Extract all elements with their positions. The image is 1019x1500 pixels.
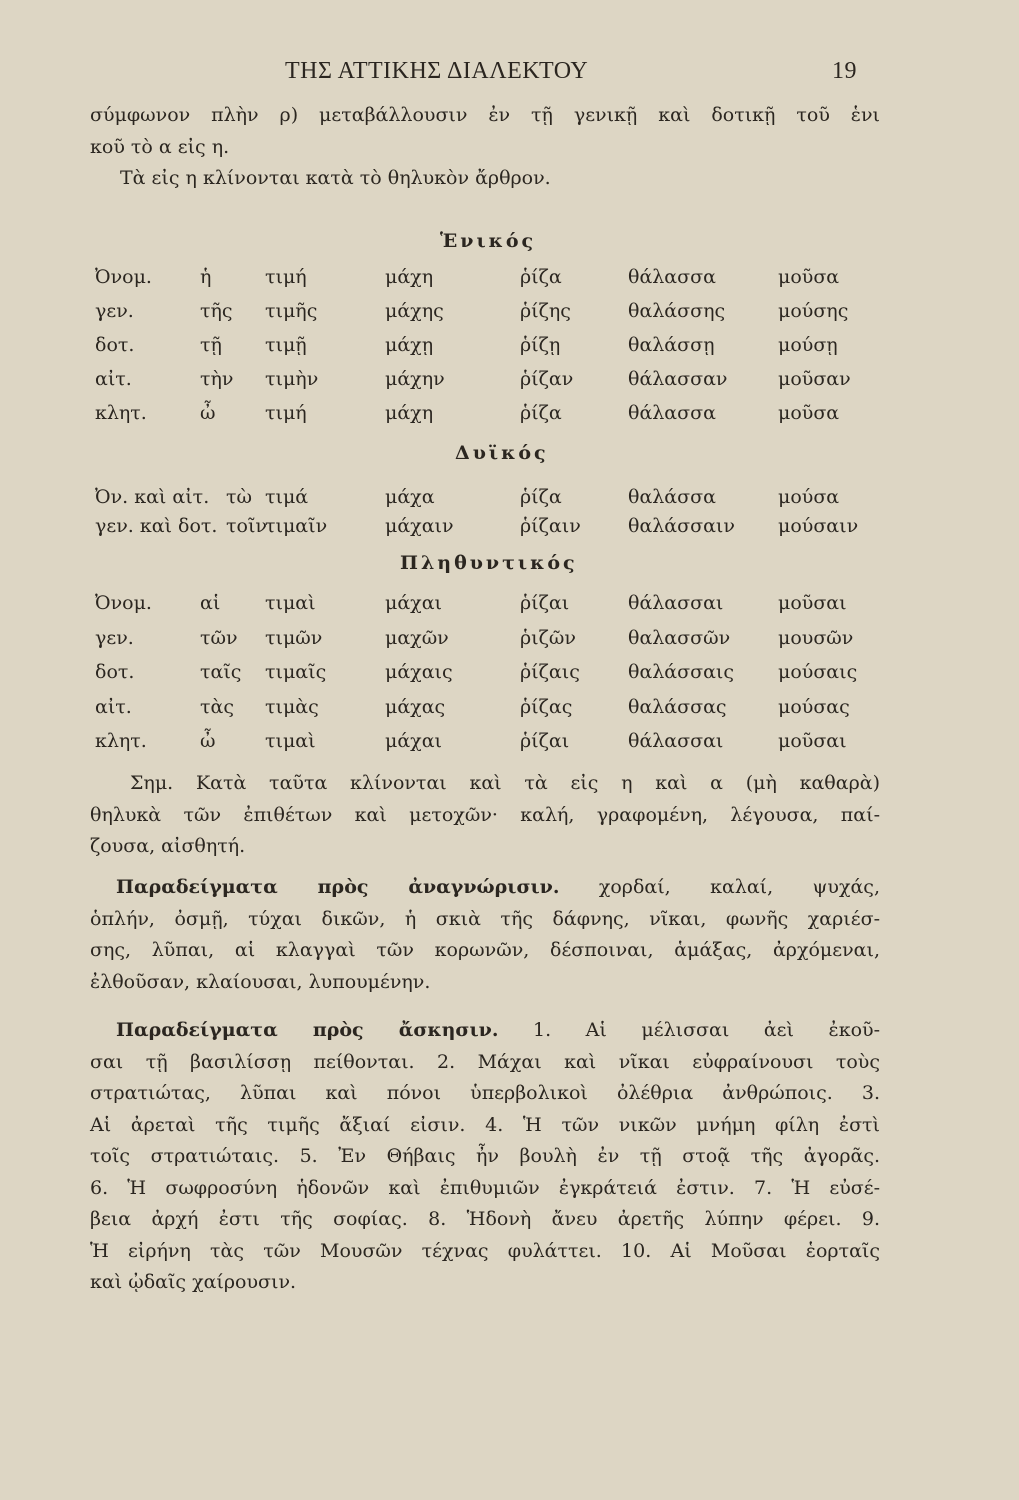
case-label: δοτ. bbox=[95, 334, 135, 356]
noun-form: μάχα bbox=[385, 486, 435, 508]
noun-form: θαλάσσῃ bbox=[628, 334, 715, 356]
reading-label: Παραδείγματα πρὸς ἀναγνώρισιν. bbox=[116, 876, 560, 898]
note-paragraph bbox=[90, 768, 880, 863]
noun-form: μάχας bbox=[385, 695, 446, 718]
noun-form: μοῦσαι bbox=[778, 592, 847, 614]
exercise-line: τοῖς στρατιώταις. 5. Ἐν Θήβαις ἦν βουλὴ ἐν τῇ στοᾷ τῆς ἀγορᾶς. bbox=[90, 1145, 880, 1167]
noun-form: τιμῆς bbox=[265, 300, 318, 322]
singular-heading: Ἑνικός bbox=[440, 230, 537, 252]
note-line: ζουσα, αἰσθητή. bbox=[90, 835, 246, 857]
noun-form: τιμῶν bbox=[265, 626, 323, 649]
noun-form: θαλάσσαις bbox=[628, 661, 735, 683]
article-form: τὼ bbox=[226, 486, 253, 508]
article-form: τὰς bbox=[200, 695, 234, 718]
noun-form: μοῦσα bbox=[778, 402, 840, 424]
noun-form: μοῦσαν bbox=[778, 368, 851, 390]
noun-form: μούσας bbox=[778, 695, 850, 718]
noun-form: ῥίζῃ bbox=[520, 334, 561, 356]
noun-form: μοῦσα bbox=[778, 266, 840, 288]
case-label: αἰτ. bbox=[95, 368, 132, 390]
exercise-first-line bbox=[90, 1015, 880, 1047]
intro-line: κοῦ τὸ α εἰς η. bbox=[90, 135, 230, 158]
case-label: Ὀν. καὶ αἰτ. bbox=[95, 486, 210, 508]
case-label: δοτ. bbox=[95, 661, 135, 683]
noun-form: θαλασσῶν bbox=[628, 626, 731, 649]
dual-heading: Δυϊκός bbox=[455, 442, 549, 464]
noun-form: ῥίζας bbox=[520, 695, 573, 718]
noun-form: μαχῶν bbox=[385, 626, 449, 649]
noun-form: θαλάσσας bbox=[628, 695, 727, 718]
noun-form: ῥίζαιν bbox=[520, 515, 581, 537]
exercise-line: καὶ ᾠδαῖς χαίρουσιν. bbox=[90, 1271, 297, 1293]
noun-form: θαλάσσης bbox=[628, 300, 726, 322]
noun-form: μάχην bbox=[385, 368, 445, 390]
noun-form: τιμαὶ bbox=[265, 730, 316, 752]
article-form: ὦ bbox=[200, 402, 216, 424]
noun-form: μάχῃ bbox=[385, 334, 434, 356]
case-label: γεν. bbox=[95, 626, 134, 649]
noun-form: μάχη bbox=[385, 266, 434, 288]
exercise-examples bbox=[90, 1015, 880, 1299]
noun-form: θάλασσα bbox=[628, 402, 716, 424]
noun-form: τιμαῖν bbox=[265, 515, 328, 537]
noun-form: μούσῃ bbox=[778, 334, 838, 356]
article-form: ὦ bbox=[200, 730, 216, 752]
page-number: 19 bbox=[832, 58, 857, 84]
exercise-first-text: 1. Αἱ μέλισσαι ἀεὶ ἐκοῦ- bbox=[533, 1019, 880, 1041]
article-form: τῆς bbox=[200, 300, 233, 322]
running-title: ΤΗΣ ΑΤΤΙΚΗΣ ΔΙΑΛΕΚΤΟΥ bbox=[285, 58, 589, 84]
noun-form: τιμαὶ bbox=[265, 592, 316, 614]
noun-form: ῥίζης bbox=[520, 300, 571, 322]
noun-form: μάχη bbox=[385, 402, 434, 424]
reading-examples bbox=[90, 872, 880, 998]
intro-paragraph bbox=[90, 100, 880, 195]
case-label: Ὀνομ. bbox=[95, 266, 152, 288]
noun-form: μούσα bbox=[778, 486, 840, 508]
reading-line: ὁπλήν, ὀσμῇ, τύχαι δικῶν, ἡ σκιὰ τῆς δάφνης, νῖκαι, φωνῆς χαριέσ- bbox=[90, 907, 880, 930]
case-label: κλητ. bbox=[95, 402, 147, 424]
noun-form: μούσης bbox=[778, 300, 849, 322]
noun-form: μάχαις bbox=[385, 661, 453, 683]
case-label: κλητ. bbox=[95, 730, 147, 752]
noun-form: θάλασσαι bbox=[628, 592, 724, 614]
intro-line: σύμφωνον πλὴν ρ) μεταβάλλουσιν ἐν τῇ γενικῇ καὶ δοτικῇ τοῦ ἑνι bbox=[90, 104, 880, 126]
noun-form: ῥίζαι bbox=[520, 730, 570, 752]
noun-form: θάλασσαν bbox=[628, 368, 728, 390]
case-label: Ὀνομ. bbox=[95, 592, 152, 614]
noun-form: ῥίζαι bbox=[520, 592, 570, 614]
noun-form: τιμή bbox=[265, 402, 307, 424]
case-label: γεν. καὶ δοτ. bbox=[95, 515, 218, 537]
noun-form: ῥιζῶν bbox=[520, 626, 576, 649]
exercise-label: Παραδείγματα πρὸς ἄσκησιν. bbox=[116, 1019, 499, 1041]
article-form: ἡ bbox=[200, 266, 212, 288]
noun-form: ῥίζαν bbox=[520, 368, 574, 390]
reading-first-line bbox=[90, 872, 880, 904]
noun-form: μούσαιν bbox=[778, 515, 859, 537]
article-form: τὴν bbox=[200, 368, 234, 390]
noun-form: ῥίζα bbox=[520, 402, 562, 424]
noun-form: θαλάσσα bbox=[628, 486, 716, 508]
plural-heading: Πληθυντικός bbox=[400, 552, 578, 574]
noun-form: μάχης bbox=[385, 300, 444, 322]
noun-form: μάχαιν bbox=[385, 515, 454, 537]
noun-form: μούσαις bbox=[778, 661, 858, 683]
noun-form: θάλασσαι bbox=[628, 730, 724, 752]
noun-form: μουσῶν bbox=[778, 626, 854, 649]
reading-line: ἐλθοῦσαν, κλαίουσαι, λυπουμένην. bbox=[90, 970, 431, 993]
noun-form: τιμή bbox=[265, 266, 307, 288]
noun-form: θάλασσα bbox=[628, 266, 716, 288]
case-label: αἰτ. bbox=[95, 695, 132, 718]
exercise-line: 6. Ἡ σωφροσύνη ἡδονῶν καὶ ἐπιθυμιῶν ἐγκράτειά ἐστιν. 7. Ἡ εὐσέ- bbox=[90, 1176, 880, 1199]
reading-line: σης, λῦπαι, αἱ κλαγγαὶ τῶν κορωνῶν, δέσποιναι, ἁμάξας, ἀρχόμεναι, bbox=[90, 939, 880, 961]
noun-form: τιμά bbox=[265, 486, 309, 508]
noun-form: μάχαι bbox=[385, 592, 442, 614]
article-form: τοῖν bbox=[226, 515, 267, 537]
reading-first-text: χορδαί, καλαί, ψυχάς, bbox=[598, 876, 880, 898]
intro-rule: Τὰ εἰς η κλίνονται κατὰ τὸ θηλυκὸν ἄρθρον. bbox=[120, 167, 551, 189]
note-line: θηλυκὰ τῶν ἐπιθέτων καὶ μετοχῶν· καλή, γραφομένη, λέγουσα, παί- bbox=[90, 803, 880, 826]
noun-form: μοῦσαι bbox=[778, 730, 847, 752]
article-form: αἱ bbox=[200, 592, 221, 614]
noun-form: ῥίζα bbox=[520, 486, 562, 508]
noun-form: ῥίζαις bbox=[520, 661, 580, 683]
article-form: τῇ bbox=[200, 334, 222, 356]
exercise-line: Αἱ ἀρεταὶ τῆς τιμῆς ἄξιαί εἰσιν. 4. Ἡ τῶν νικῶν μνήμη φίλη ἐστὶ bbox=[90, 1113, 880, 1136]
article-form: τῶν bbox=[200, 626, 238, 649]
noun-form: τιμὴν bbox=[265, 368, 319, 390]
exercise-line: σαι τῇ βασιλίσσῃ πείθονται. 2. Μάχαι καὶ νῖκαι εὐφραίνουσι τοὺς bbox=[90, 1050, 880, 1073]
noun-form: μάχαι bbox=[385, 730, 442, 752]
exercise-line: Ἡ εἰρήνη τὰς τῶν Μουσῶν τέχνας φυλάττει. 10. Αἱ Μοῦσαι ἑορταῖς bbox=[90, 1239, 880, 1262]
noun-form: θαλάσσαιν bbox=[628, 515, 735, 537]
noun-form: τιμῇ bbox=[265, 334, 307, 356]
noun-form: ῥίζα bbox=[520, 266, 562, 288]
noun-form: τιμὰς bbox=[265, 695, 319, 718]
exercise-line: στρατιώτας, λῦπαι καὶ πόνοι ὑπερβολικοὶ ὀλέθρια ἀνθρώποις. 3. bbox=[90, 1082, 880, 1104]
noun-form: τιμαῖς bbox=[265, 661, 327, 683]
case-label: γεν. bbox=[95, 300, 134, 322]
article-form: ταῖς bbox=[200, 661, 242, 683]
exercise-line: βεια ἀρχή ἐστι τῆς σοφίας. 8. Ἡδονὴ ἄνευ ἀρετῆς λύπην φέρει. 9. bbox=[90, 1208, 880, 1230]
note-line: Σημ. Κατὰ ταῦτα κλίνονται καὶ τὰ εἰς η καὶ α (μὴ καθαρὰ) bbox=[130, 772, 880, 794]
